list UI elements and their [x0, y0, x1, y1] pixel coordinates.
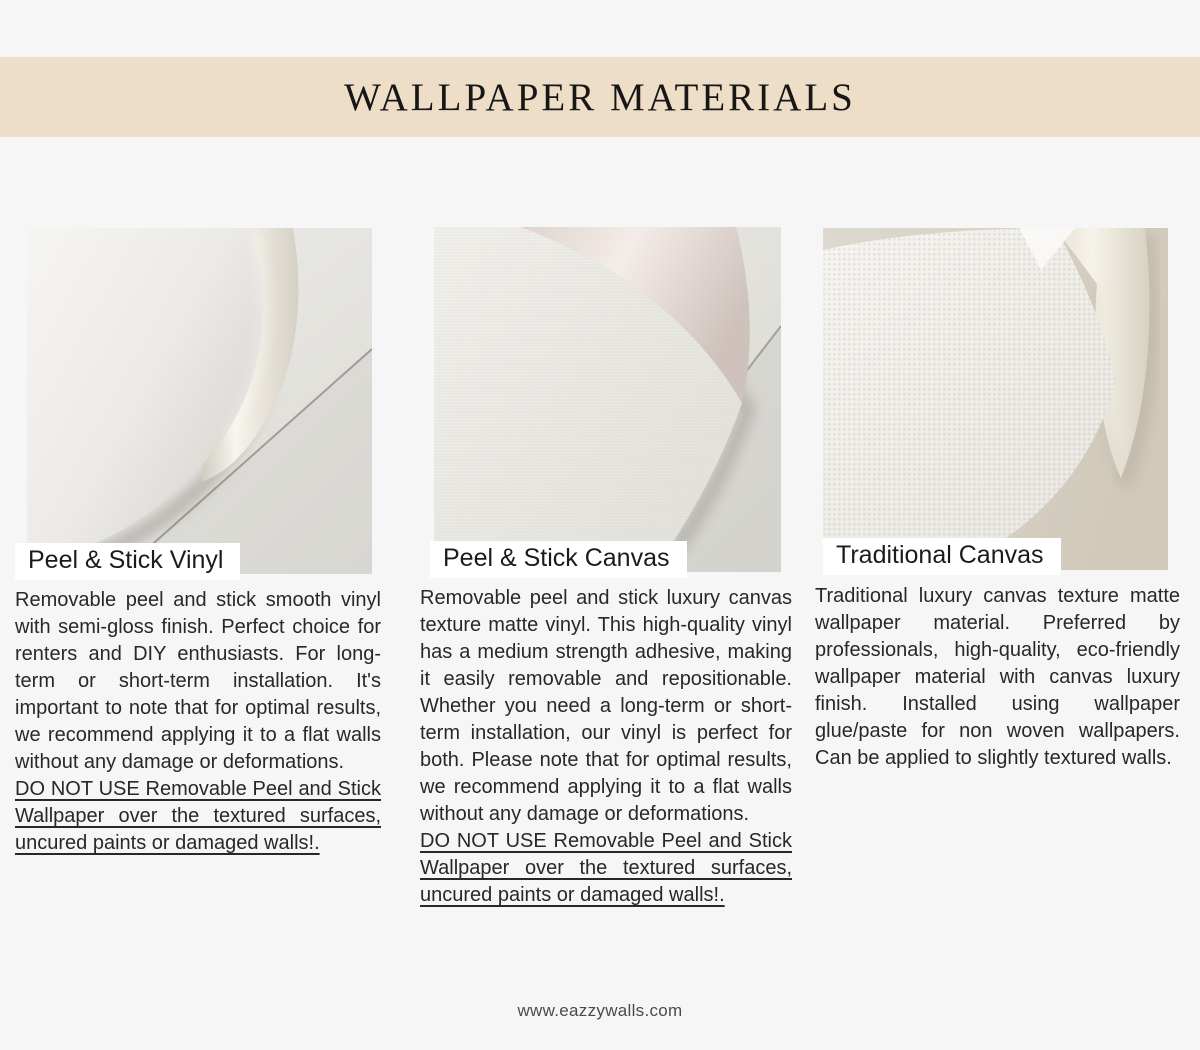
material-warning-ps-canvas: DO NOT USE Removable Peel and Stick Wallpaper over the textured surfaces, uncured paints or damaged walls!. — [420, 830, 792, 906]
material-warning-vinyl: DO NOT USE Removable Peel and Stick Wallpaper over the textured surfaces, uncured paints or damaged walls!. — [15, 778, 381, 854]
material-column-vinyl — [15, 228, 381, 857]
vinyl-sample-photo — [27, 228, 372, 574]
material-label-vinyl: Peel & Stick Vinyl — [15, 543, 240, 580]
traditional-canvas-sample-photo — [823, 228, 1168, 570]
material-label-traditional-canvas: Traditional Canvas — [823, 538, 1061, 575]
material-column-ps-canvas — [420, 227, 792, 909]
material-column-traditional-canvas — [815, 228, 1180, 772]
ps-canvas-sample-photo — [434, 227, 781, 572]
material-description-vinyl: Removable peel and stick smooth vinyl with semi-gloss finish. Perfect choice for renters and DIY enthusiasts. For long-term or short-term installation. It's important to note that for optimal results, we recommend applying it to a flat walls without any damage or deformations. — [15, 589, 381, 773]
rolled-canvas-sheet-image — [823, 228, 1168, 570]
page-title: WALLPAPER MATERIALS — [344, 75, 856, 119]
material-description-ps-canvas: Removable peel and stick luxury canvas texture matte vinyl. This high-quality vinyl has a medium strength adhesive, making it easily removable and repositionable. Whether you need a long-term or short-term installation, our vinyl is perfect for both. Please note that for optimal results, we recommend applying it to a flat walls without any damage or deformations. — [420, 587, 792, 825]
curled-canvas-sheet-image — [434, 227, 781, 572]
website-url: www.eazzywalls.com — [517, 1001, 683, 1020]
material-label-ps-canvas: Peel & Stick Canvas — [430, 541, 687, 578]
curled-vinyl-sheet-image — [27, 228, 372, 574]
material-description-traditional-canvas: Traditional luxury canvas texture matte wallpaper material. Preferred by professionals, high-quality, eco-friendly wallpaper material with canvas luxury finish. Installed using wallpaper glue/paste for non woven wallpapers. Can be applied to slightly textured walls. — [815, 585, 1180, 769]
title-banner — [0, 57, 1200, 137]
